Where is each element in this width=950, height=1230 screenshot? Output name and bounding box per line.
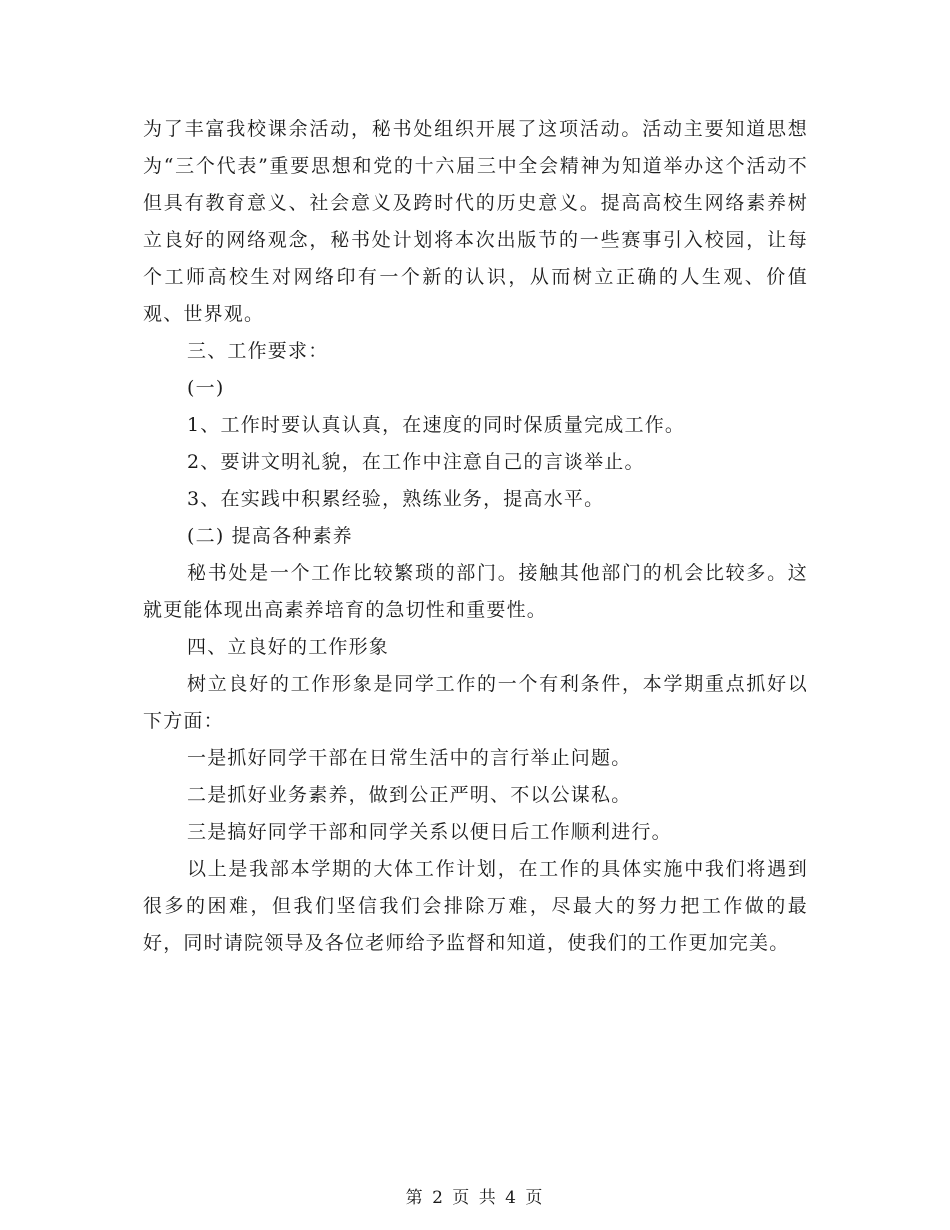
section-heading-work-requirements: 三、工作要求： (187, 340, 329, 362)
list-item: 一是抓好同学干部在日常生活中的言行举止问题。 (187, 747, 632, 769)
paragraph-secretariat: 秘书处是一个工作比较繁琐的部门。接触其他部门的机会比较多。这就更能体现出高素养培育的急切性和重要性。 (143, 562, 808, 621)
list-item: 三是搞好同学干部和同学关系以便日后工作顺利进行。 (187, 821, 672, 843)
paragraph-conclusion: 以上是我部本学期的大体工作计划，在工作的具体实施中我们将遇到很多的困难，但我们坚信我们会排除万难，尽最大的努力把工作做的最好，同时请院领导及各位老师给予监督和知道，使我们的工作更加完美。 (143, 858, 808, 954)
document-body (143, 111, 808, 962)
list-item: 1、工作时要认真认真，在速度的同时保质量完成工作。 (187, 414, 686, 436)
subsection-marker-one: (一) (187, 377, 225, 399)
section-heading-work-image: 四、立良好的工作形象 (187, 636, 390, 658)
list-item: 3、在实践中积累经验，熟练业务，提高水平。 (187, 488, 605, 510)
paragraph-intro: 为了丰富我校课余活动，秘书处组织开展了这项活动。活动主要知道思想为“三个代表”重要思想和党的十六届三中全会精神为知道举办这个活动不但具有教育意义、社会意义及跨时代的历史意义。提高高校生网络素养树立良好的网络观念，秘书处计划将本次出版节的一些赛事引入校园，让每个工师高校生对网络印有一个新的认识，从而树立正确的人生观、价值观、世界观。 (143, 118, 808, 325)
subsection-heading-literacy: (二) 提高各种素养 (187, 525, 353, 547)
paragraph-work-image: 树立良好的工作形象是同学工作的一个有利条件，本学期重点抓好以下方面： (143, 673, 808, 732)
list-item: 二是抓好业务素养，做到公正严明、不以公谋私。 (187, 784, 632, 806)
list-item: 2、要讲文明礼貌，在工作中注意自己的言谈举止。 (187, 451, 645, 473)
page-number-footer: 第 2 页 共 4 页 (405, 1188, 545, 1208)
